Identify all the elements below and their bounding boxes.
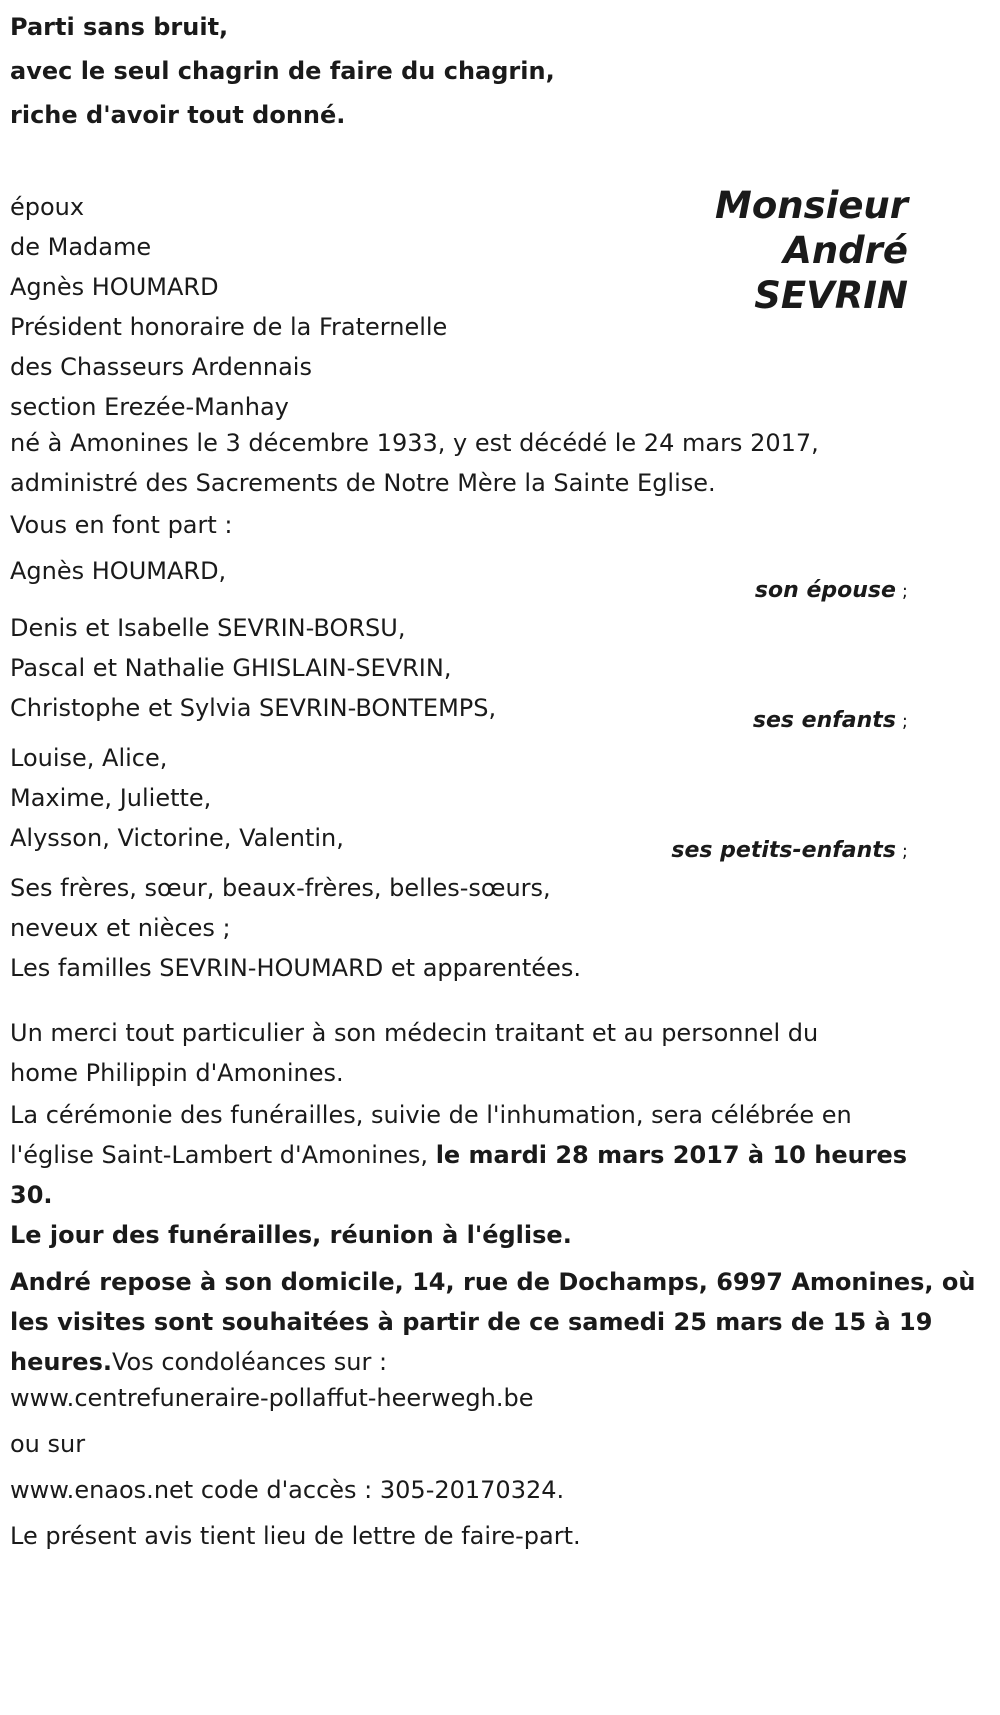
spouse-role [755, 578, 908, 603]
deceased-name [715, 183, 908, 318]
poem-line: avec le seul chagrin de faire du chagrin, [10, 57, 555, 85]
text-line: home Philippin d'Amonines. [10, 1059, 344, 1087]
text-line: Un merci tout particulier à son médecin traitant et au personnel du [10, 1019, 819, 1047]
condolence-link-1[interactable]: www.centrefuneraire-pollaffut-heerwegh.be [10, 1384, 534, 1412]
role-label: ses enfants [752, 708, 896, 733]
text-line [10, 1342, 975, 1382]
ceremony-datetime: le mardi 28 mars 2017 à 10 heures [435, 1141, 908, 1169]
ceremony-paragraph [10, 1095, 907, 1215]
meeting-info: Le jour des funérailles, réunion à l'église. [10, 1221, 572, 1249]
title-line: Président honoraire de la Fraternelle [10, 313, 448, 341]
title-line: époux [10, 193, 85, 221]
title-line: des Chasseurs Ardennais [10, 353, 312, 381]
text-line: les visites sont souhaitées à partir de ce samedi 25 mars de 15 à 19 [10, 1308, 933, 1336]
role-separator: ; [901, 711, 908, 732]
family-name-line: Agnès HOUMARD, [10, 557, 227, 585]
poem-line: riche d'avoir tout donné. [10, 101, 346, 129]
role-label: ses petits-enfants [671, 838, 896, 863]
visit-hours-end: heures. [10, 1348, 112, 1376]
condolence-link-2[interactable]: www.enaos.net code d'accès : 305-20170324. [10, 1476, 565, 1504]
role-separator: ; [901, 841, 908, 862]
text-line: La cérémonie des funérailles, suivie de l'inhumation, sera célébrée en [10, 1101, 852, 1129]
text-line: né à Amonines le 3 décembre 1933, y est décédé le 24 mars 2017, [10, 429, 819, 457]
grandchildren-names [10, 738, 344, 858]
thanks-paragraph [10, 1013, 818, 1093]
title-line: de Madame [10, 233, 152, 261]
grandchildren-role [671, 838, 908, 863]
announce-intro: Vous en font part : [10, 511, 233, 539]
text-line [10, 1135, 907, 1175]
deceased-first-name: André [783, 229, 908, 272]
role-label: son épouse [754, 578, 896, 603]
family-name-line: Maxime, Juliette, [10, 784, 212, 812]
closing-note: Le présent avis tient lieu de lettre de faire-part. [10, 1522, 581, 1550]
title-line: section Erezée-Manhay [10, 393, 289, 421]
opening-poem [10, 5, 555, 137]
deceased-title: Monsieur [715, 184, 908, 227]
family-name-line: Denis et Isabelle SEVRIN-BORSU, [10, 614, 406, 642]
children-names [10, 608, 496, 728]
ceremony-location: l'église Saint-Lambert d'Amonines, [10, 1141, 436, 1169]
text-line: administré des Sacrements de Notre Mère la Sainte Eglise. [10, 469, 716, 497]
children-role [753, 708, 908, 733]
deceased-last-name: SEVRIN [754, 274, 908, 317]
family-name-line: Pascal et Nathalie GHISLAIN-SEVRIN, [10, 654, 452, 682]
family-name-line: Louise, Alice, [10, 744, 168, 772]
text-line: 30. [10, 1181, 53, 1209]
deceased-titles [10, 187, 447, 427]
or-text: ou sur [10, 1430, 86, 1458]
other-relatives [10, 868, 581, 988]
role-separator: ; [901, 581, 908, 602]
text-line: neveux et nièces ; [10, 914, 231, 942]
text-line: André repose à son domicile, 14, rue de Dochamps, 6997 Amonines, où [10, 1268, 976, 1296]
text-line: Ses frères, sœur, beaux-frères, belles-sœurs, [10, 874, 551, 902]
family-name-line: Christophe et Sylvia SEVRIN-BONTEMPS, [10, 694, 497, 722]
birth-death-info [10, 423, 819, 503]
spouse-names [10, 551, 226, 591]
poem-line: Parti sans bruit, [10, 13, 229, 41]
visit-paragraph [10, 1262, 975, 1382]
text-line: Les familles SEVRIN-HOUMARD et apparentées. [10, 954, 581, 982]
condolences-intro: Vos condoléances sur : [111, 1348, 388, 1376]
family-name-line: Alysson, Victorine, Valentin, [10, 824, 344, 852]
title-line: Agnès HOUMARD [10, 273, 219, 301]
